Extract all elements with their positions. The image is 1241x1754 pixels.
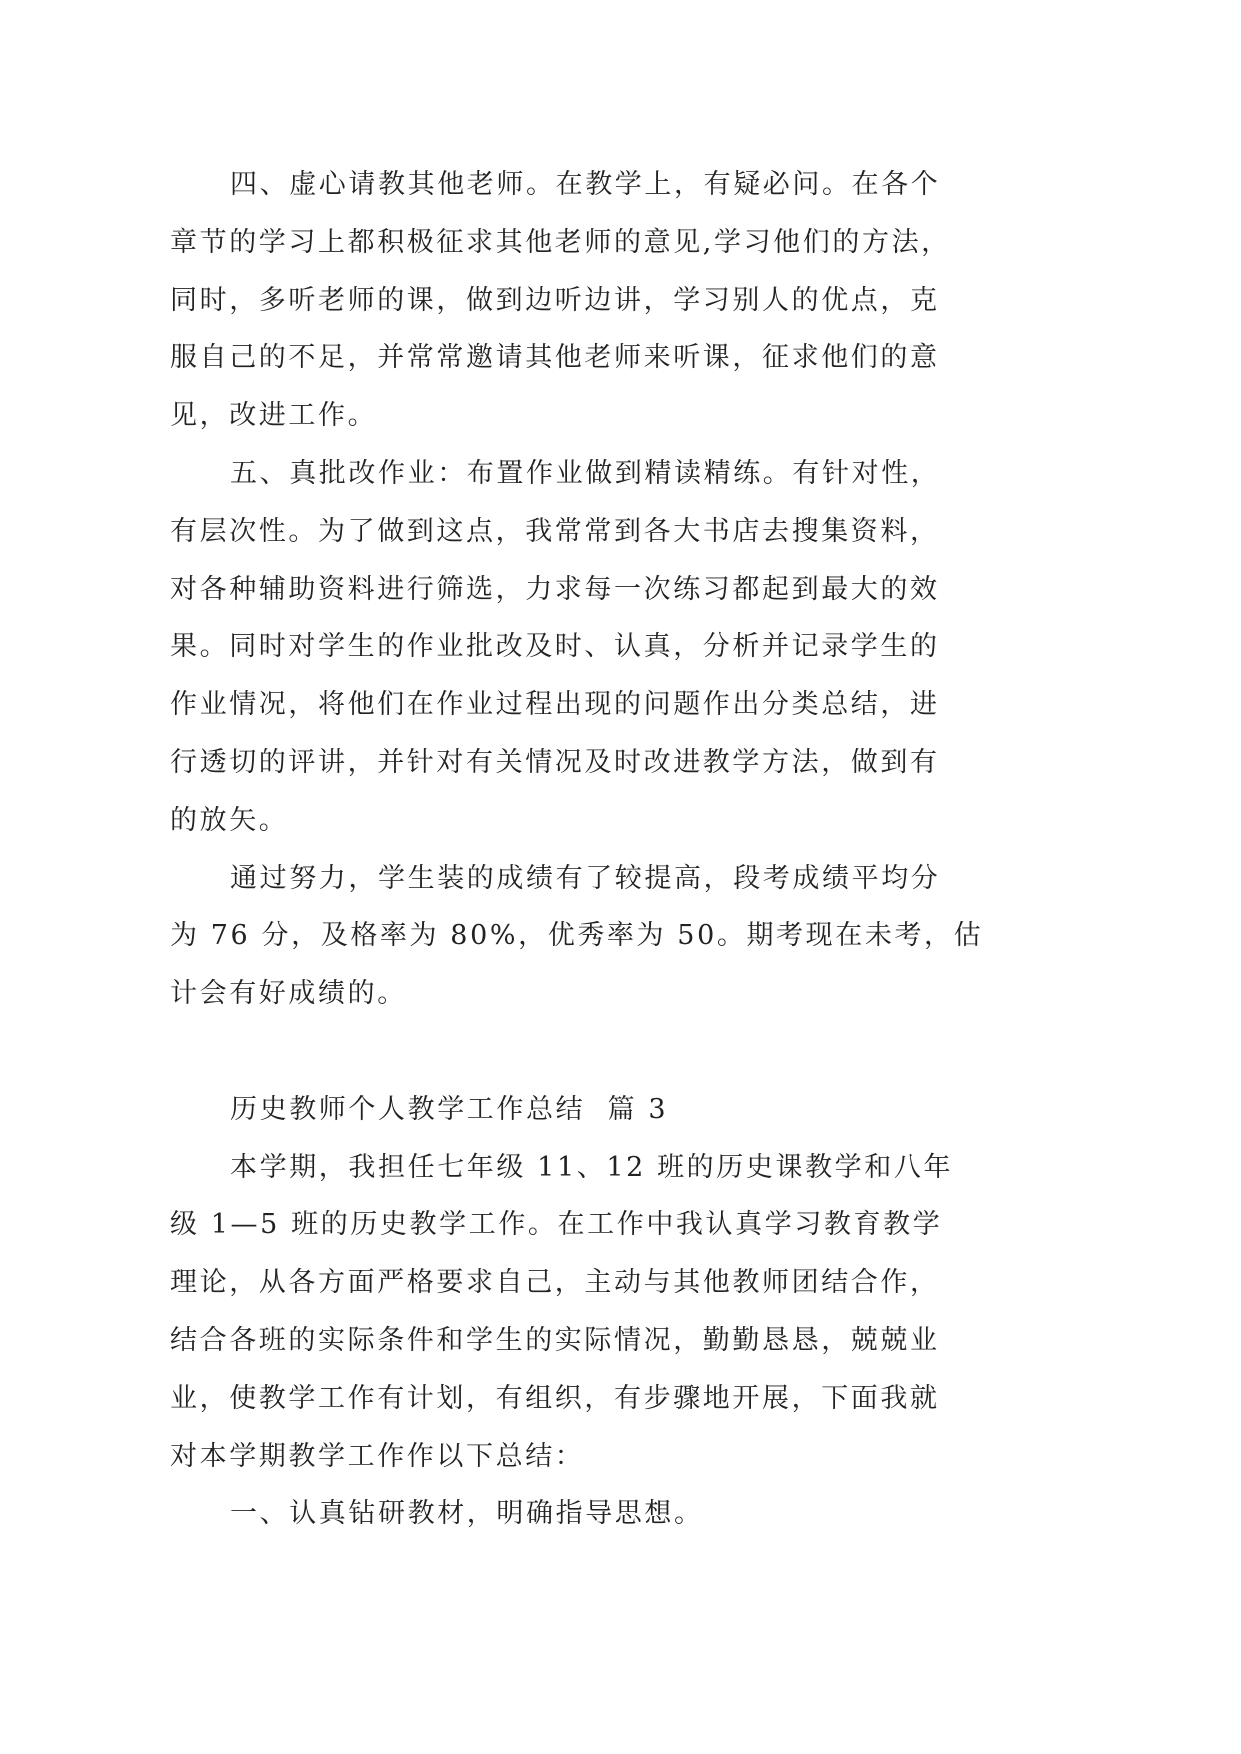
paragraph-line: 业，使教学工作有计划，有组织，有步骤地开展，下面我就	[170, 1382, 940, 1414]
paragraph-line: 四、虚心请教其他老师。在教学上，有疑必问。在各个	[230, 169, 941, 200]
paragraph	[170, 156, 1070, 445]
paragraph	[170, 445, 1070, 850]
paragraph-line: 对本学期教学工作作以下总结：	[170, 1440, 585, 1472]
paragraph-line: 一、认真钻研教材，明确指导思想。	[230, 1498, 704, 1530]
blank-line	[170, 1023, 1070, 1081]
paragraph-line: 计会有好成绩的。	[170, 978, 407, 1010]
paragraph-line: 有层次性。为了做到这点，我常常到各大书店去搜集资料，	[170, 515, 940, 547]
paragraph-line: 作业情况，将他们在作业过程出现的问题作出分类总结，进	[170, 689, 940, 721]
paragraph-line: 同时，多听老师的课，做到边听边讲，学习别人的优点，克	[170, 284, 940, 316]
paragraph-line: 本学期，我担任七年级 11、12 班的历史课教学和八年	[230, 1151, 954, 1183]
paragraph-line: 行透切的评讲，并针对有关情况及时改进教学方法，做到有	[170, 746, 940, 778]
paragraph-line: 见，改进工作。	[170, 400, 378, 432]
paragraph-line: 级 1—5 班的历史教学工作。在工作中我认真学习教育教学	[170, 1209, 943, 1241]
paragraph-line: 理论，从各方面严格要求自己，主动与其他教师团结合作，	[170, 1267, 940, 1299]
paragraph-line: 的放矢。	[170, 804, 289, 836]
paragraph-line: 为 76 分，及格率为 80%，优秀率为 50。期考现在未考，估	[170, 920, 984, 952]
paragraph-line: 结合各班的实际条件和学生的实际情况，勤勤恳恳，兢兢业	[170, 1324, 940, 1356]
paragraph-line: 服自己的不足，并常常邀请其他老师来听课，征求他们的意	[170, 342, 940, 374]
document-body	[170, 156, 1070, 1543]
paragraph-line: 章节的学习上都积极征求其他老师的意见,学习他们的方法，	[170, 226, 951, 258]
paragraph	[170, 1485, 1070, 1543]
paragraph-line: 对各种辅助资料进行筛选，力求每一次练习都起到最大的效	[170, 573, 940, 605]
section-heading: 历史教师个人教学工作总结 篇 3	[230, 1093, 669, 1125]
paragraph-line: 通过努力，学生装的成绩有了较提高，段考成绩平均分	[230, 862, 941, 894]
paragraph-line: 果。同时对学生的作业批改及时、认真，分析并记录学生的	[170, 631, 940, 663]
paragraph	[170, 1139, 1070, 1486]
paragraph-line: 五、真批改作业：布置作业做到精读精练。有针对性，	[230, 457, 941, 489]
paragraph	[170, 850, 1070, 1023]
